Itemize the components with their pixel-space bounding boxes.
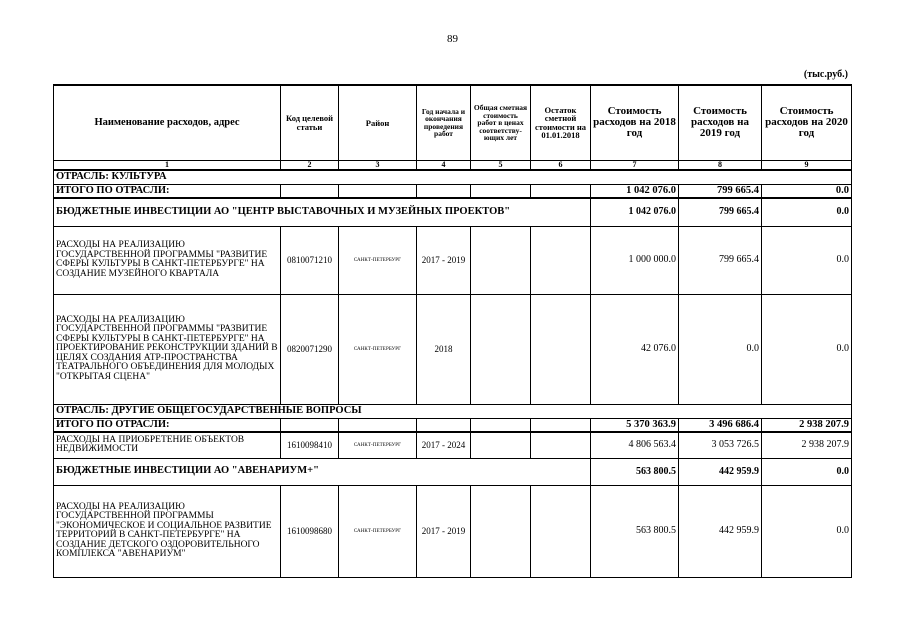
units-label: (тыс.руб.) bbox=[803, 69, 848, 80]
cost-2019: 3 053 726.5 bbox=[679, 432, 762, 458]
section-title: ОТРАСЛЬ: КУЛЬТУРА bbox=[54, 170, 852, 184]
column-number: 1 bbox=[54, 160, 281, 170]
cost-2018: 563 800.5 bbox=[591, 458, 679, 485]
column-number: 4 bbox=[417, 160, 471, 170]
cost-2020: 2 938 207.9 bbox=[762, 418, 852, 432]
header-years: Год начала и окончания проведения работ bbox=[417, 85, 471, 160]
region: САНКТ-ПЕТЕРБУРГ bbox=[339, 485, 417, 577]
cost-2019: 442 959.9 bbox=[679, 458, 762, 485]
header-total-cost: Общая сметная стоимость работ в ценах соответству-ющих лет bbox=[471, 85, 531, 160]
header-cost-2018: Стоимость расходов на 2018 год bbox=[591, 85, 679, 160]
total-label: ИТОГО ПО ОТРАСЛИ: bbox=[54, 418, 281, 432]
header-row bbox=[54, 85, 852, 160]
region: САНКТ-ПЕТЕРБУРГ bbox=[339, 432, 417, 458]
group-name: БЮДЖЕТНЫЕ ИНВЕСТИЦИИ АО "АВЕНАРИУМ+" bbox=[54, 458, 591, 485]
section-title: ОТРАСЛЬ: ДРУГИЕ ОБЩЕГОСУДАРСТВЕННЫЕ ВОПРОСЫ bbox=[54, 404, 852, 418]
work-years: 2017 - 2019 bbox=[417, 226, 471, 294]
target-code: 0810071210 bbox=[281, 226, 339, 294]
group-name: БЮДЖЕТНЫЕ ИНВЕСТИЦИИ АО "ЦЕНТР ВЫСТАВОЧНЫХ И МУЗЕЙНЫХ ПРОЕКТОВ" bbox=[54, 198, 591, 226]
cost-2018: 4 806 563.4 bbox=[591, 432, 679, 458]
cost-2019: 0.0 bbox=[679, 294, 762, 404]
header-code: Код целевой статьи bbox=[281, 85, 339, 160]
column-number: 7 bbox=[591, 160, 679, 170]
cost-2018: 1 042 076.0 bbox=[591, 198, 679, 226]
section-row-other bbox=[54, 404, 852, 418]
cost-2018: 1 042 076.0 bbox=[591, 184, 679, 198]
expense-row bbox=[54, 294, 852, 404]
column-number: 9 bbox=[762, 160, 852, 170]
expense-row bbox=[54, 432, 852, 458]
total-label: ИТОГО ПО ОТРАСЛИ: bbox=[54, 184, 281, 198]
cost-2020: 0.0 bbox=[762, 226, 852, 294]
group-row-exhibition-center bbox=[54, 198, 852, 226]
target-code: 1610098410 bbox=[281, 432, 339, 458]
expense-name: РАСХОДЫ НА РЕАЛИЗАЦИЮ ГОСУДАРСТВЕННОЙ ПРОГРАММЫ "ЭКОНОМИЧЕСКОЕ И СОЦИАЛЬНОЕ РАЗВИТИЕ ТЕРРИТОРИЙ В САНКТ-ПЕТЕРБУРГЕ" НА СОЗДАНИЕ ДЕТСКОГО ОЗДОРОВИТЕЛЬНОГО КОМПЛЕКСА "АВЕНАРИУМ" bbox=[54, 485, 281, 577]
cost-2020: 0.0 bbox=[762, 184, 852, 198]
column-number: 2 bbox=[281, 160, 339, 170]
cost-2019: 442 959.9 bbox=[679, 485, 762, 577]
cost-2019: 3 496 686.4 bbox=[679, 418, 762, 432]
target-code: 0820071290 bbox=[281, 294, 339, 404]
column-number: 6 bbox=[531, 160, 591, 170]
expense-name: РАСХОДЫ НА РЕАЛИЗАЦИЮ ГОСУДАРСТВЕННОЙ ПРОГРАММЫ "РАЗВИТИЕ СФЕРЫ КУЛЬТУРЫ В САНКТ-ПЕТЕРБУРГЕ" НА СОЗДАНИЕ МУЗЕЙНОГО КВАРТАЛА bbox=[54, 226, 281, 294]
work-years: 2017 - 2019 bbox=[417, 485, 471, 577]
header-remaining-cost: Остаток сметной стоимости на 01.01.2018 bbox=[531, 85, 591, 160]
section-row-culture bbox=[54, 170, 852, 184]
column-number: 5 bbox=[471, 160, 531, 170]
group-row-avenarium bbox=[54, 458, 852, 485]
cost-2019: 799 665.4 bbox=[679, 184, 762, 198]
cost-2018: 1 000 000.0 bbox=[591, 226, 679, 294]
cost-2020: 0.0 bbox=[762, 198, 852, 226]
header-region: Район bbox=[339, 85, 417, 160]
header-name: Наименование расходов, адрес bbox=[54, 85, 281, 160]
region: САНКТ-ПЕТЕРБУРГ bbox=[339, 226, 417, 294]
column-number: 8 bbox=[679, 160, 762, 170]
cost-2020: 0.0 bbox=[762, 458, 852, 485]
column-number: 3 bbox=[339, 160, 417, 170]
header-cost-2019: Стоимость расходов на 2019 год bbox=[679, 85, 762, 160]
total-row-other bbox=[54, 418, 852, 432]
region: САНКТ-ПЕТЕРБУРГ bbox=[339, 294, 417, 404]
expense-row bbox=[54, 226, 852, 294]
header-cost-2020: Стоимость расходов на 2020 год bbox=[762, 85, 852, 160]
page-number: 89 bbox=[447, 33, 458, 45]
cost-2020: 0.0 bbox=[762, 294, 852, 404]
total-row-culture bbox=[54, 184, 852, 198]
budget-table bbox=[53, 84, 852, 578]
cost-2019: 799 665.4 bbox=[679, 198, 762, 226]
expense-name: РАСХОДЫ НА ПРИОБРЕТЕНИЕ ОБЪЕКТОВ НЕДВИЖИМОСТИ bbox=[54, 432, 281, 458]
expense-name: РАСХОДЫ НА РЕАЛИЗАЦИЮ ГОСУДАРСТВЕННОЙ ПРОГРАММЫ "РАЗВИТИЕ СФЕРЫ КУЛЬТУРЫ В САНКТ-ПЕТЕРБУРГЕ" НА ПРОЕКТИРОВАНИЕ РЕКОНСТРУКЦИИ ЗДАНИЙ В ЦЕЛЯХ СОЗДАНИЯ АТР-ПРОСТРАНСТВА ТЕАТРАЛЬНОГО ОБЪЕДИНЕНИЯ ДЛЯ МОЛОДЫХ "ОТКРЫТАЯ СЦЕНА" bbox=[54, 294, 281, 404]
cost-2018: 5 370 363.9 bbox=[591, 418, 679, 432]
cost-2020: 2 938 207.9 bbox=[762, 432, 852, 458]
cost-2018: 42 076.0 bbox=[591, 294, 679, 404]
column-numbers-row bbox=[54, 160, 852, 170]
cost-2018: 563 800.5 bbox=[591, 485, 679, 577]
cost-2020: 0.0 bbox=[762, 485, 852, 577]
target-code: 1610098680 bbox=[281, 485, 339, 577]
work-years: 2018 bbox=[417, 294, 471, 404]
expense-row bbox=[54, 485, 852, 577]
cost-2019: 799 665.4 bbox=[679, 226, 762, 294]
work-years: 2017 - 2024 bbox=[417, 432, 471, 458]
